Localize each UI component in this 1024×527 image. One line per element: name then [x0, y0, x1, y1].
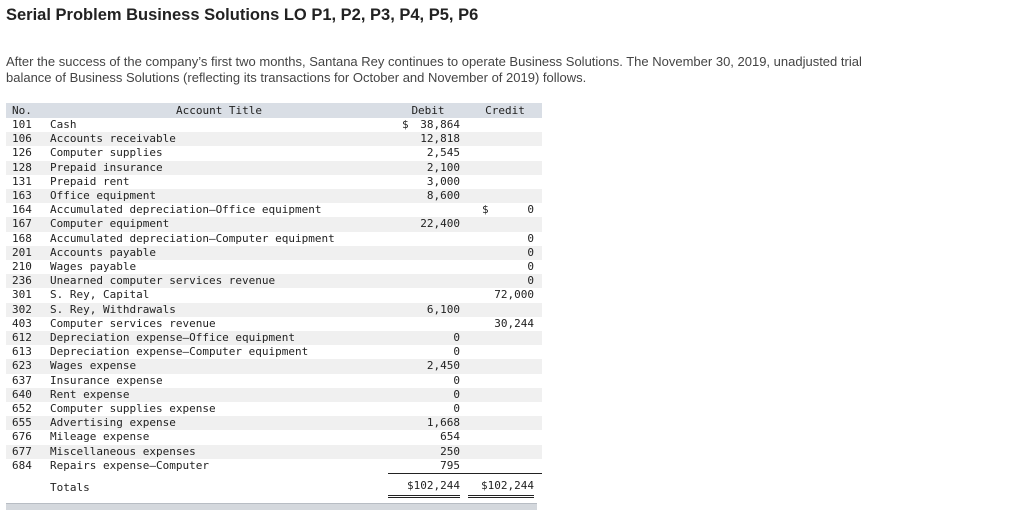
credit-amount: 0 — [527, 203, 534, 217]
table-row — [6, 374, 542, 388]
table-row — [6, 359, 542, 373]
account-number: 640 — [12, 387, 32, 401]
debit-amount: 0 — [453, 373, 460, 387]
credit-amount: 30,244 — [494, 316, 534, 330]
credit-amount: 0 — [527, 274, 534, 288]
table-row — [6, 459, 542, 474]
account-number: 128 — [12, 160, 32, 174]
table-row — [6, 203, 542, 217]
account-title: Accumulated depreciation—Computer equipment — [50, 231, 335, 245]
debit-amount: 2,100 — [426, 160, 460, 174]
table-row — [6, 303, 542, 317]
account-title: Insurance expense — [50, 373, 163, 387]
horizontal-scrollbar[interactable] — [6, 503, 537, 510]
account-title: Prepaid rent — [50, 174, 130, 188]
credit-amount: 0 — [527, 231, 534, 245]
account-title: Accounts receivable — [50, 132, 176, 146]
account-title: Depreciation expense—Computer equipment — [50, 345, 309, 359]
table-row — [6, 274, 542, 288]
table-row — [6, 161, 542, 175]
debit-amount: 38,864 — [420, 118, 460, 131]
table-row — [6, 260, 542, 274]
account-number: 106 — [12, 132, 32, 146]
totals-label: Totals — [50, 474, 388, 499]
account-number: 676 — [12, 430, 32, 444]
table-row — [6, 345, 542, 359]
table-row — [6, 175, 542, 189]
account-number: 677 — [12, 444, 32, 458]
account-title: Accumulated depreciation—Office equipment — [50, 203, 322, 217]
account-number: 655 — [12, 416, 32, 430]
account-number: 163 — [12, 189, 32, 203]
header-no: No. — [6, 103, 50, 118]
table-row — [6, 331, 542, 345]
totals-credit: $102,244 — [468, 477, 534, 498]
debit-amount: 0 — [453, 345, 460, 359]
account-title: S. Rey, Withdrawals — [50, 302, 176, 316]
account-title: Repairs expense—Computer — [50, 459, 209, 473]
account-title: Rent expense — [50, 387, 130, 401]
table-row — [6, 445, 542, 459]
table-row — [6, 402, 542, 416]
table-row — [6, 132, 542, 146]
header-debit: Debit — [388, 103, 468, 118]
table-row — [6, 388, 542, 402]
account-title: Unearned computer services revenue — [50, 274, 276, 288]
account-title: Mileage expense — [50, 430, 150, 444]
account-title: Computer supplies expense — [50, 402, 216, 416]
account-title: Wages expense — [50, 359, 137, 373]
account-number: 623 — [12, 359, 32, 373]
debit-amount: 1,668 — [426, 416, 460, 430]
account-number: 131 — [12, 174, 32, 188]
account-number: 168 — [12, 231, 32, 245]
account-number: 403 — [12, 316, 32, 330]
table-row — [6, 217, 542, 231]
debit-amount: 12,818 — [420, 132, 460, 146]
debit-amount: 3,000 — [426, 174, 460, 188]
debit-amount: 0 — [453, 331, 460, 345]
debit-amount: 654 — [440, 430, 460, 444]
account-number: 210 — [12, 260, 32, 274]
debit-amount: 250 — [440, 444, 460, 458]
debit-amount: 0 — [453, 387, 460, 401]
totals-debit: $102,244 — [388, 477, 460, 498]
credit-amount-currency: $ — [482, 203, 489, 217]
credit-amount: 72,000 — [494, 288, 534, 302]
header-account-title: Account Title — [50, 103, 388, 118]
debit-amount: 8,600 — [426, 189, 460, 203]
account-number: 302 — [12, 302, 32, 316]
debit-amount: 2,450 — [426, 359, 460, 373]
account-title: Computer services revenue — [50, 316, 216, 330]
page-title: Serial Problem Business Solutions LO P1, P2, P3, P4, P5, P6 — [6, 6, 479, 24]
table-row — [6, 430, 542, 444]
account-title: Prepaid insurance — [50, 160, 163, 174]
account-number: 652 — [12, 402, 32, 416]
debit-amount: 795 — [440, 458, 460, 472]
account-number: 126 — [12, 146, 32, 160]
table-row — [6, 288, 542, 302]
table-row — [6, 317, 542, 331]
trial-balance-table — [6, 103, 542, 498]
debit-amount: 0 — [453, 402, 460, 416]
account-number: 613 — [12, 345, 32, 359]
account-title: Computer equipment — [50, 217, 170, 231]
table-body — [6, 118, 542, 474]
account-title: S. Rey, Capital — [50, 288, 150, 302]
table-row — [6, 416, 542, 430]
table-row — [6, 118, 542, 132]
account-number: 612 — [12, 331, 32, 345]
account-title: Depreciation expense—Office equipment — [50, 331, 296, 345]
table-row — [6, 246, 542, 260]
account-number: 236 — [12, 274, 32, 288]
credit-amount: 0 — [527, 260, 534, 274]
header-credit: Credit — [468, 103, 542, 118]
table-row — [6, 189, 542, 203]
account-number: 101 — [12, 118, 32, 131]
account-number: 301 — [12, 288, 32, 302]
account-title: Accounts payable — [50, 245, 156, 259]
intro-paragraph: After the success of the company’s first two months, Santana Rey continues to operate Business Solutions. The November 30, 2019, unadjusted trial balance of Business Solutions (reflecting its transactions for October and November of 2019) follows. — [6, 54, 862, 85]
account-number: 167 — [12, 217, 32, 231]
table-header-row — [6, 103, 542, 118]
account-title: Wages payable — [50, 260, 137, 274]
debit-amount: 22,400 — [420, 217, 460, 231]
debit-amount: 2,545 — [426, 146, 460, 160]
account-title: Advertising expense — [50, 416, 176, 430]
table-row — [6, 232, 542, 246]
account-title: Miscellaneous expenses — [50, 444, 196, 458]
credit-amount: 0 — [527, 245, 534, 259]
account-title: Cash — [50, 118, 77, 131]
debit-amount: 6,100 — [426, 302, 460, 316]
totals-row — [6, 474, 542, 499]
account-number: 684 — [12, 459, 32, 473]
account-title: Computer supplies — [50, 146, 163, 160]
account-number: 201 — [12, 245, 32, 259]
debit-amount-currency: $ — [402, 118, 409, 131]
table-row — [6, 146, 542, 160]
account-number: 637 — [12, 373, 32, 387]
account-title: Office equipment — [50, 189, 156, 203]
account-number: 164 — [12, 203, 32, 217]
